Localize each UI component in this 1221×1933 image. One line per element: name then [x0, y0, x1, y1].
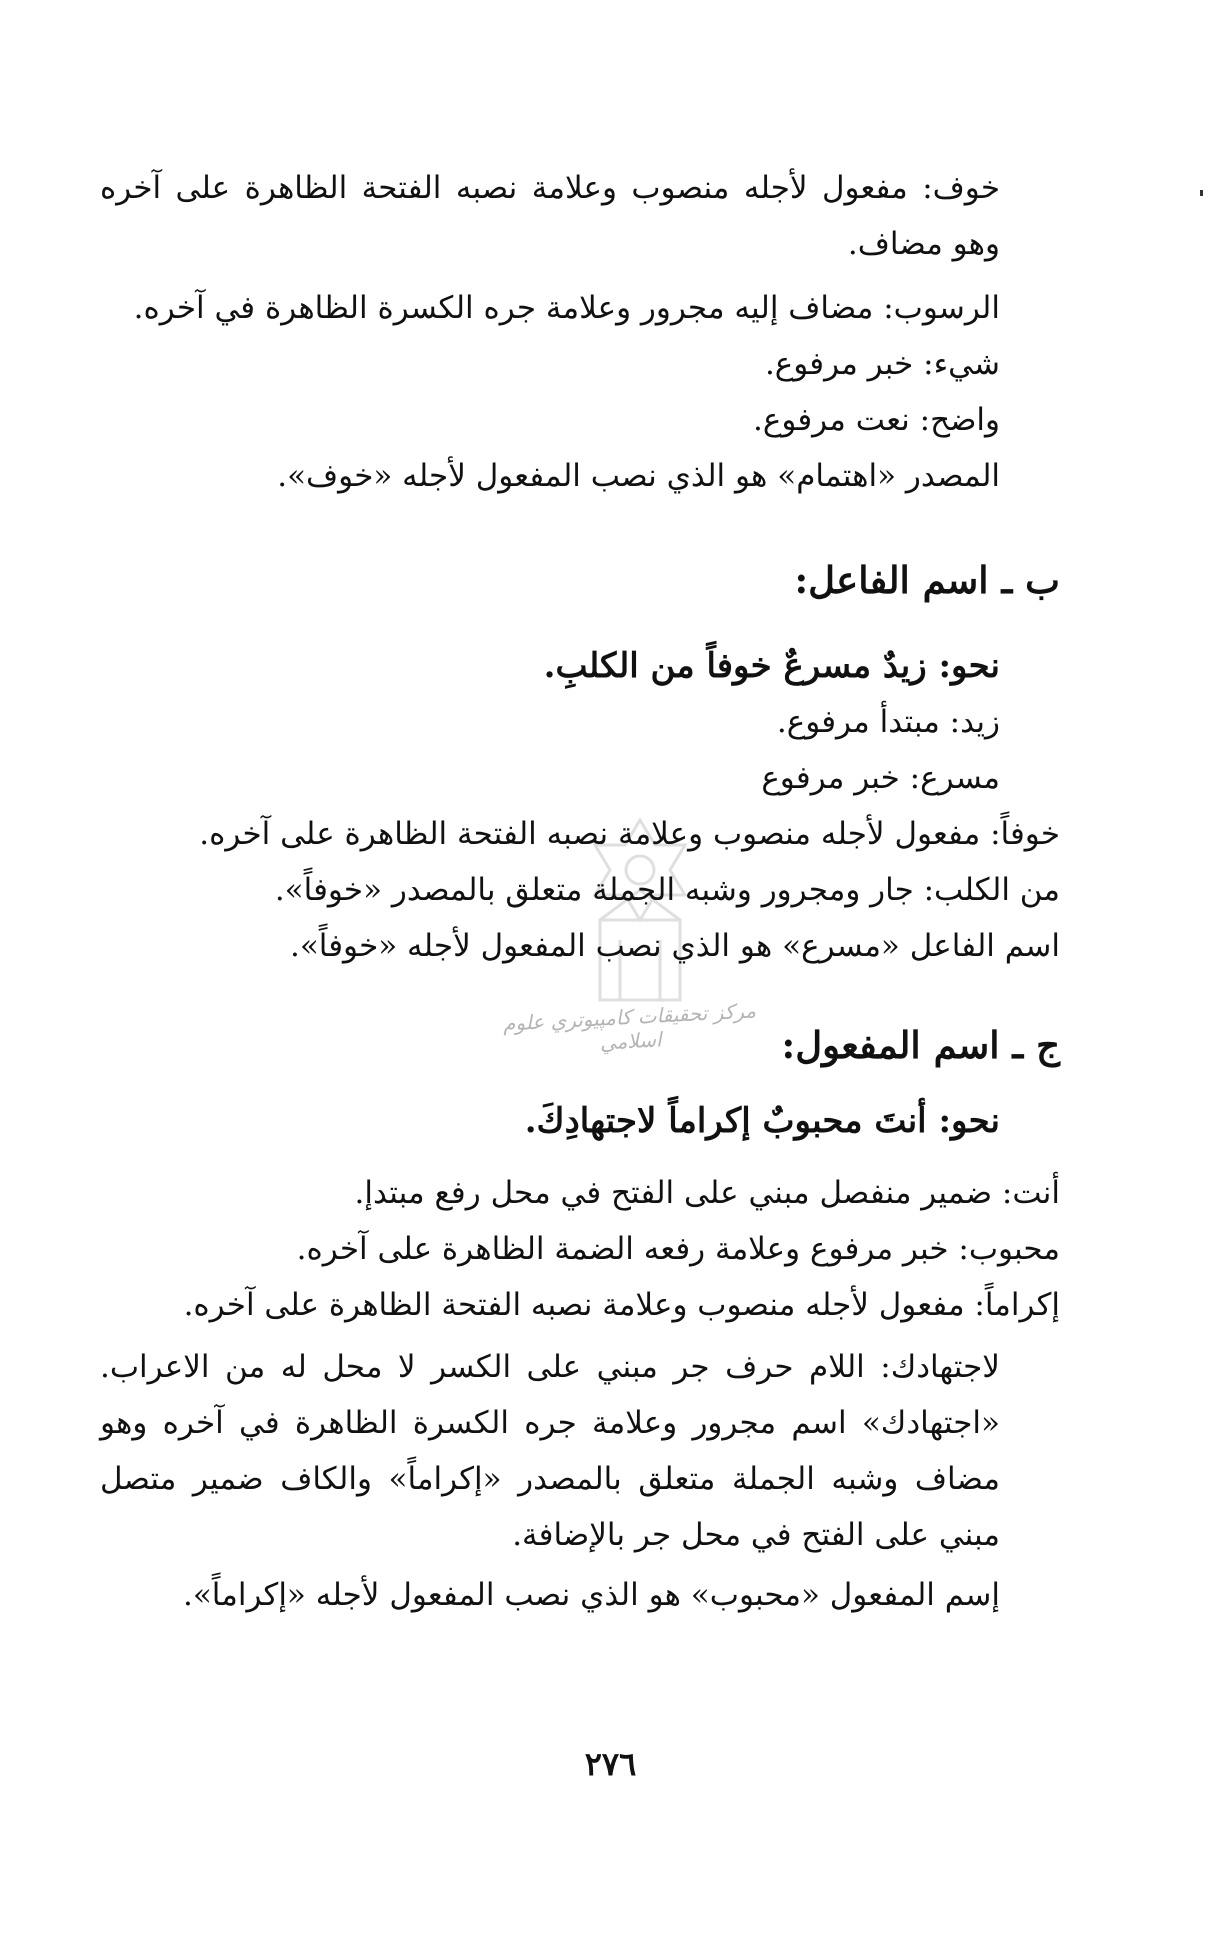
line-anta: أنت: ضمير منفصل مبني على الفتح في محل رفع مبتدإ.	[354, 1175, 1060, 1211]
example-c: نحو: أنتَ محبوبٌ إكراماً لاجتهادِكَ.	[524, 1101, 1000, 1141]
line-zayd: زيد: مبتدأ مرفوع.	[776, 704, 1000, 740]
heading-ism-al-fail: ب ـ اسم الفاعل:	[794, 558, 1060, 602]
line-masdar: المصدر «اهتمام» هو الذي نصب المفعول لأجله «خوف».	[277, 458, 1000, 494]
line-ikraman: إكراماً: مفعول لأجله منصوب وعلامة نصبه الفتحة الظاهرة على آخره.	[183, 1287, 1060, 1323]
line-khawfan: خوفاً: مفعول لأجله منصوب وعلامة نصبه الفتحة الظاهرة على آخره.	[199, 816, 1060, 852]
line-ism-al-fail: اسم الفاعل «مسرع» هو الذي نصب المفعول لأجله «خوفاً».	[289, 928, 1060, 964]
section-c	[100, 1015, 1060, 1623]
line-khawf: خوف: مفعول لأجله منصوب وعلامة نصبه الفتحة الظاهرة على آخره وهو مضاف.	[100, 170, 1000, 262]
heading-ism-al-mafool: ج ـ اسم المفعول:	[781, 1023, 1060, 1067]
line-mahbub: محبوب: خبر مرفوع وعلامة رفعه الضمة الظاهرة على آخره.	[296, 1231, 1060, 1267]
section-a	[100, 160, 1060, 504]
line-rusub: الرسوب: مضاف إليه مجرور وعلامة جره الكسرة الظاهرة في آخره.	[133, 290, 1000, 326]
line-musri: مسرع: خبر مرفوع	[761, 760, 1000, 796]
line-shay: شيء: خبر مرفوع.	[764, 346, 1000, 382]
page-number: ٢٧٦	[584, 1745, 637, 1783]
scan-speck	[1200, 190, 1203, 196]
line-wadih: واضح: نعت مرفوع.	[753, 402, 1000, 438]
paragraph-lijtihadik: لاجتهادك: اللام حرف جر مبني على الكسر لا محل له من الاعراب. «اجتهادك» اسم مجرور وعلامة جره الكسرة الظاهرة في آخره وهو مضاف وشبه الجملة متعلق بالمصدر «إكراماً» والكاف ضمير متصل مبني على الفتح في محل جر بالإضافة.	[100, 1349, 1000, 1553]
line-min-al-kalb: من الكلب: جار ومجرور وشبه الجملة متعلق بالمصدر «خوفاً».	[274, 872, 1060, 908]
line-ism-al-mafool: إسم المفعول «محبوب» هو الذي نصب المفعول لأجله «إكراماً».	[182, 1577, 1000, 1613]
section-b	[100, 550, 1060, 974]
watermark-text: مركز تحقيقات كامپيوتري علوم اسلامي	[502, 998, 757, 1055]
example-b: نحو: زيدٌ مسرعٌ خوفاً من الكلبِ.	[543, 646, 1000, 686]
